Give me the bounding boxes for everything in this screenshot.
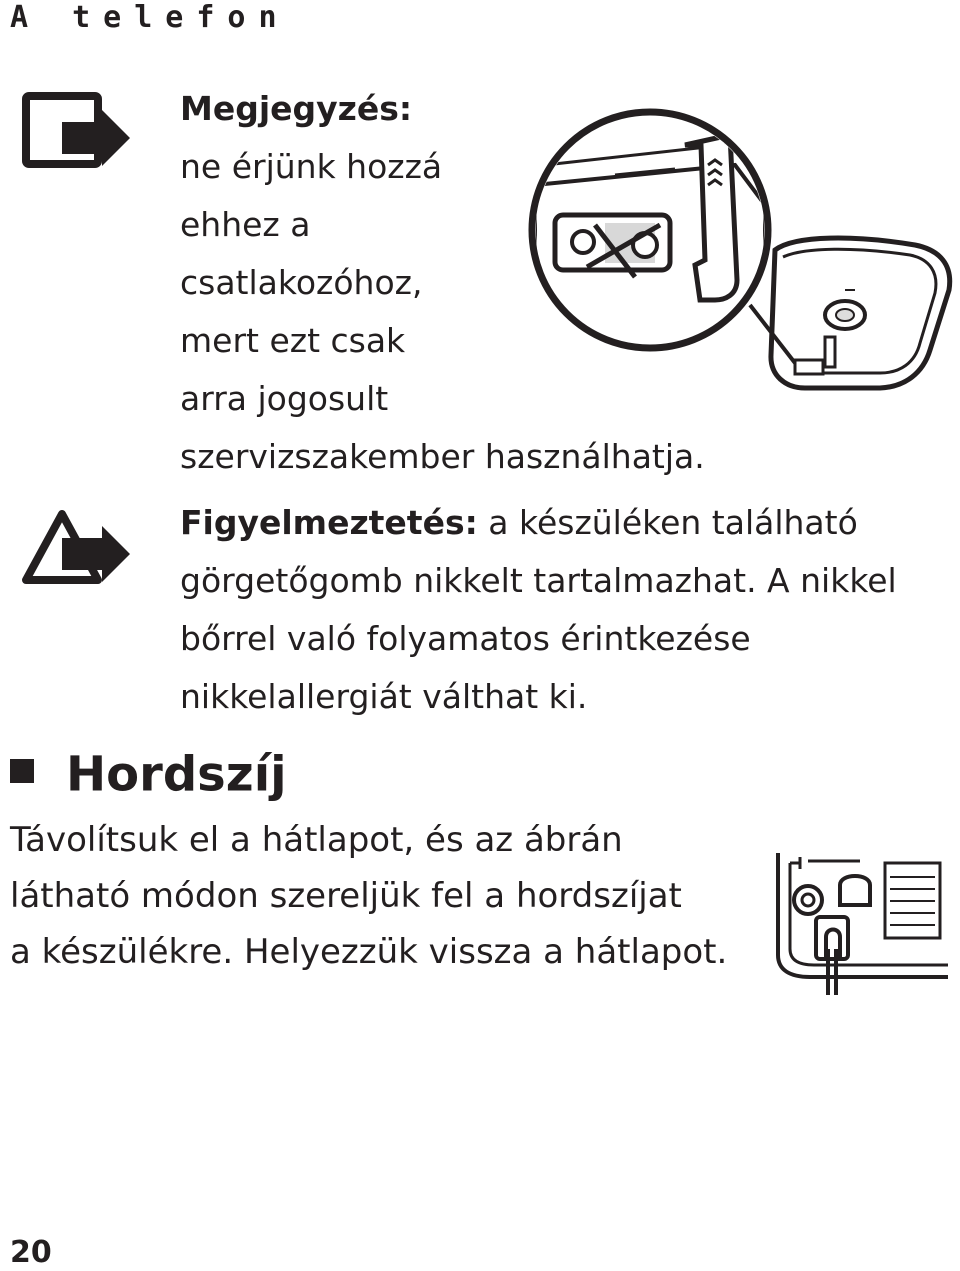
strap-illustration: [770, 845, 948, 995]
warning-text: a készüléken található: [477, 503, 858, 542]
section-heading: [10, 742, 287, 807]
running-header: A telefon: [10, 0, 290, 35]
warning-line: nikkelallergiát válthat ki.: [180, 677, 588, 716]
note-line: mert ezt csak: [180, 321, 406, 360]
warning-line: bőrrel való folyamatos érintkezése: [180, 619, 751, 658]
warning-block: [180, 494, 960, 726]
bullet-square-icon: [10, 759, 34, 783]
note-line: arra jogosult: [180, 379, 389, 418]
section-title: Hordszíj: [66, 746, 287, 803]
strap-line: látható módon szereljük fel a hordszíjat: [10, 876, 682, 916]
note-title: Megjegyzés:: [180, 89, 413, 128]
note-line: csatlakozóhoz,: [180, 263, 423, 302]
phone-connector-illustration: [525, 105, 955, 395]
note-line: ehhez a: [180, 205, 311, 244]
note-line: szervizszakember használhatja.: [180, 437, 705, 476]
note-line: ne érjünk hozzá: [180, 147, 443, 186]
warning-line: [180, 494, 960, 552]
strap-instructions: [10, 812, 750, 980]
warning-icon: [22, 508, 134, 588]
note-icon: [22, 92, 134, 172]
note-block: [180, 80, 705, 486]
page-number: 20: [10, 1235, 52, 1270]
strap-line: Távolítsuk el a hátlapot, és az ábrán: [10, 820, 623, 860]
strap-line: a készülékre. Helyezzük vissza a hátlapot.: [10, 932, 728, 972]
warning-title: Figyelmeztetés:: [180, 503, 478, 542]
warning-line: görgetőgomb nikkelt tartalmazhat. A nikkel: [180, 561, 897, 600]
